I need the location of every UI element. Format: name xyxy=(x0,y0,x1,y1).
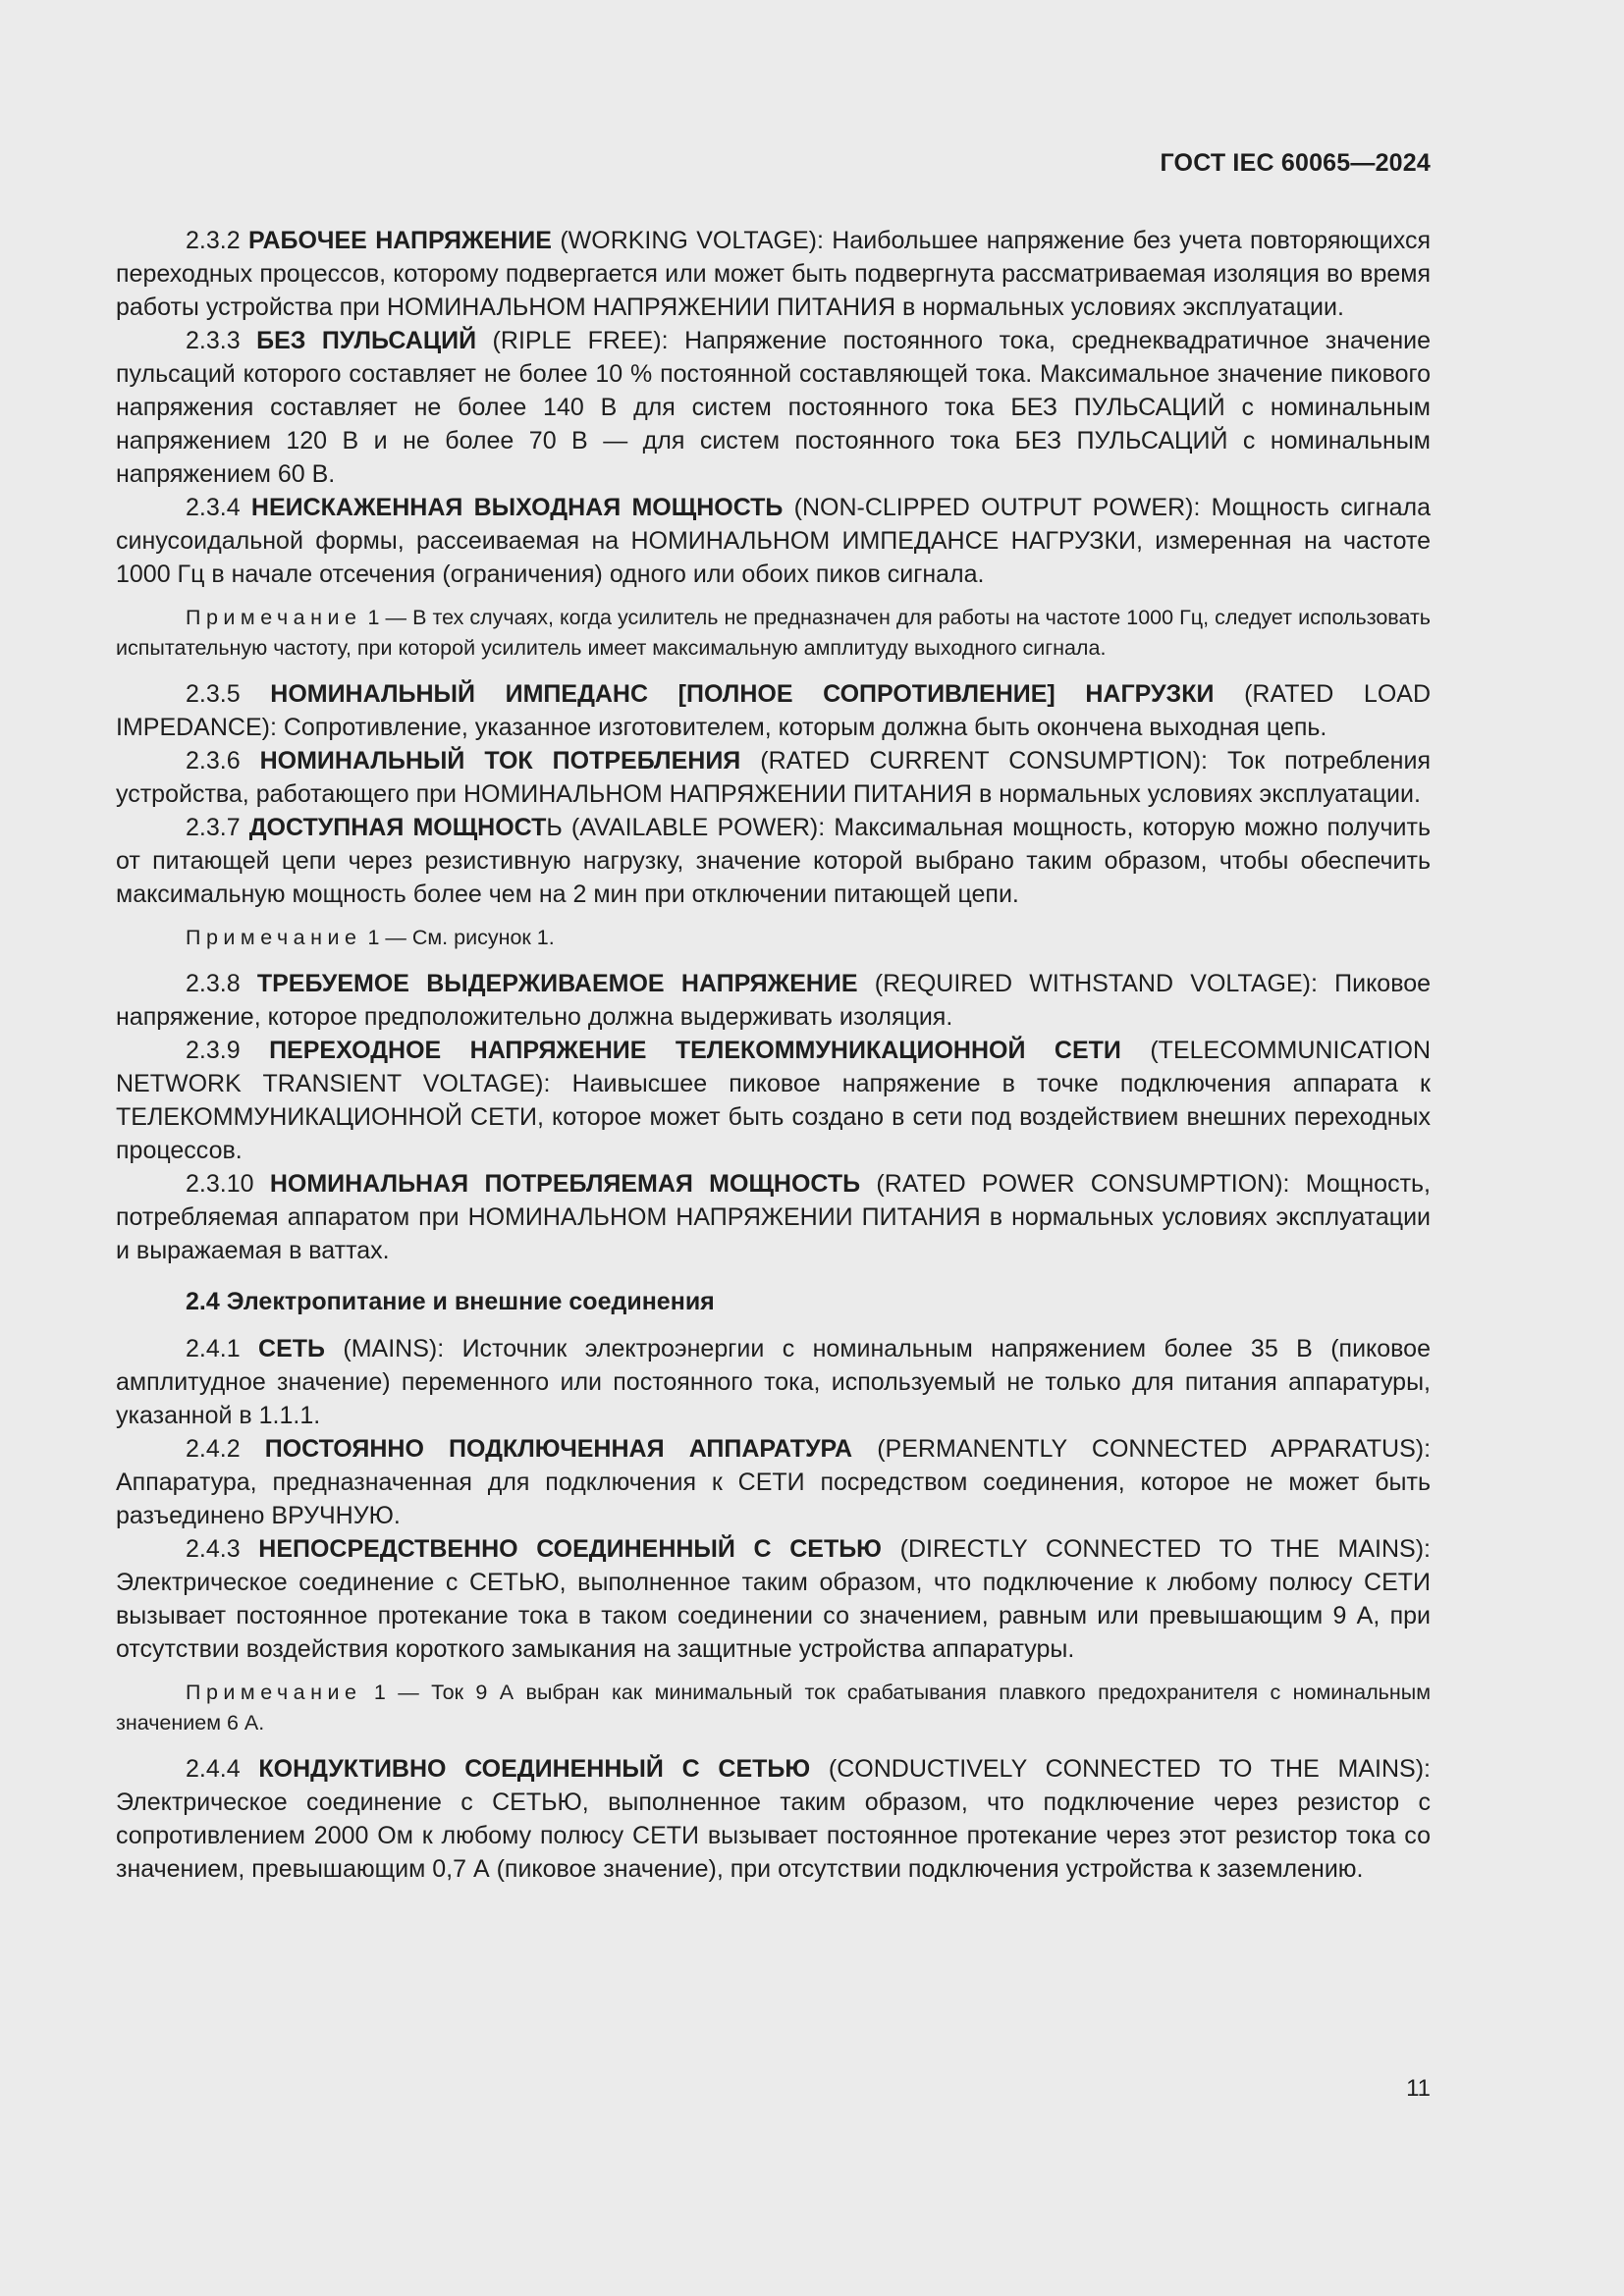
term: ПОСТОЯННО ПОДКЛЮЧЕННАЯ АППАРАТУРА xyxy=(264,1435,853,1463)
note: Примечание 1 — В тех случаях, когда усилитель не предназначен для работы на частоте 1000 Гц, следует использовать испытательную частоту, при которой усилитель имеет максимальную амплитуду выходного сигнала. xyxy=(116,606,1431,660)
definition-paragraph: 2.3.5 НОМИНАЛЬНЫЙ ИМПЕДАНС [ПОЛНОЕ СОПРОТИВЛЕНИЕ] НАГРУЗКИ (RATED LOAD IMPEDANCE): Сопротивление, указанное изготовителем, которым должна быть окончена выходная цепь. xyxy=(116,680,1432,741)
definition-paragraph: 2.3.2 РАБОЧЕЕ НАПРЯЖЕНИЕ (WORKING VOLTAGE): Наибольшее напряжение без учета повторяющихся переходных процессов, которому подвергается или может быть подвергнута рассматриваемая изоляция во время работы устройства при НОМИНАЛЬНОМ НАПРЯЖЕНИИ ПИТАНИЯ в нормальных условиях эксплуатации. xyxy=(116,227,1431,321)
document-body xyxy=(116,224,1431,1886)
note: Примечание 1 — Ток 9 А выбран как минимальный ток срабатывания плавкого предохранителя с номинальным значением 6 А. xyxy=(116,1681,1431,1735)
definition-paragraph: 2.3.6 НОМИНАЛЬНЫЙ ТОК ПОТРЕБЛЕНИЯ (RATED CURRENT CONSUMPTION): Ток потребления устройства, работающего при НОМИНАЛЬНОМ НАПРЯЖЕНИИ ПИТАНИЯ в нормальных условиях эксплуатации. xyxy=(116,747,1431,808)
page-number: 11 xyxy=(1406,2075,1431,2102)
term: НОМИНАЛЬНЫЙ ИМПЕДАНС [ПОЛНОЕ СОПРОТИВЛЕНИЕ] НАГРУЗКИ xyxy=(270,680,1215,708)
document-code-header: ГОСТ IEC 60065—2024 xyxy=(1160,149,1431,177)
term: ТРЕБУЕМОЕ ВЫДЕРЖИВАЕМОЕ НАПРЯЖЕНИЕ xyxy=(256,970,858,997)
definition-paragraph: 2.3.4 НЕИСКАЖЕННАЯ ВЫХОДНАЯ МОЩНОСТЬ (NON-CLIPPED OUTPUT POWER): Мощность сигнала синусоидальной формы, рассеиваемая на НОМИНАЛЬНОМ ИМПЕДАНСЕ НАГРУЗКИ, измеренная на частоте 1000 Гц в начале отсечения (ограничения) одного или обоих пиков сигнала. xyxy=(116,494,1431,588)
definition-paragraph: 2.3.8 ТРЕБУЕМОЕ ВЫДЕРЖИВАЕМОЕ НАПРЯЖЕНИЕ (REQUIRED WITHSTAND VOLTAGE): Пиковое напряжение, которое предположительно должна выдерживать изоляция. xyxy=(116,970,1431,1031)
definition-paragraph: 2.4.4 КОНДУКТИВНО СОЕДИНЕННЫЙ С СЕТЬЮ (CONDUCTIVELY CONNECTED TO THE MAINS): Электрическое соединение с СЕТЬЮ, выполненное таким образом, что подключение через резистор с сопротивлением 2000 Ом к любому полюсу СЕТИ вызывает постоянное протекание через этот резистор тока со значением, превышающим 0,7 А (пиковое значение), при отсутствии подключения устройства к заземлению. xyxy=(116,1755,1431,1883)
definition-paragraph: 2.4.2 ПОСТОЯННО ПОДКЛЮЧЕННАЯ АППАРАТУРА (PERMANENTLY CONNECTED APPARATUS): Аппаратура, предназначенная для подключения к СЕТИ посредством соединения, которое не может быть разъединено ВРУЧНУЮ. xyxy=(116,1435,1432,1529)
term: НОМИНАЛЬНЫЙ ТОК ПОТРЕБЛЕНИЯ xyxy=(259,747,741,774)
term: РАБОЧЕЕ НАПРЯЖЕНИЕ xyxy=(247,227,552,254)
term: НОМИНАЛЬНАЯ ПОТРЕБЛЯЕМАЯ МОЩНОСТЬ xyxy=(269,1170,861,1198)
definition-paragraph: 2.3.10 НОМИНАЛЬНАЯ ПОТРЕБЛЯЕМАЯ МОЩНОСТЬ (RATED POWER CONSUMPTION): Мощность, потребляемая аппаратом при НОМИНАЛЬНОМ НАПРЯЖЕНИИ ПИТАНИЯ в нормальных условиях эксплуатации и выражаемая в ваттах. xyxy=(116,1170,1431,1264)
term: КОНДУКТИВНО СОЕДИНЕННЫЙ С СЕТЬЮ xyxy=(258,1755,811,1783)
term: БЕЗ ПУЛЬСАЦИЙ xyxy=(256,327,477,354)
note-label: Примечание xyxy=(186,926,362,949)
definition-paragraph: 2.4.1 СЕТЬ (MAINS): Источник электроэнергии с номинальным напряжением более 35 В (пиковое амплитудное значение) переменного или постоянного тока, используемый не только для питания аппаратуры, указанной в 1.1.1. xyxy=(116,1335,1431,1429)
term: НЕИСКАЖЕННАЯ ВЫХОДНАЯ МОЩНОСТЬ xyxy=(250,494,784,521)
definition-paragraph: 2.3.3 БЕЗ ПУЛЬСАЦИЙ (RIPLE FREE): Напряжение постоянного тока, среднеквадратичное значение пульсаций которого составляет не более 10 % постоянной составляющей тока. Максимальное значение пикового напряжения составляет не более 140 В для систем постоянного тока БЕЗ ПУЛЬСАЦИЙ с номинальным напряжением 120 В и не более 70 В — для систем постоянного тока БЕЗ ПУЛЬСАЦИЙ с номинальным напряжением 60 В. xyxy=(116,327,1431,488)
term: СЕТЬ xyxy=(258,1335,325,1362)
definition-paragraph: 2.4.3 НЕПОСРЕДСТВЕННО СОЕДИНЕННЫЙ С СЕТЬЮ (DIRECTLY CONNECTED TO THE MAINS): Электрическое соединение с СЕТЬЮ, выполненное таким образом, что подключение к любому полюсу СЕТИ вызывает постоянное протекание тока в таком соединении со значением, равным или превышающим 9 А, при отсутствии воздействия короткого замыкания на защитные устройства аппаратуры. xyxy=(116,1535,1431,1663)
definition-paragraph: 2.3.9 ПЕРЕХОДНОЕ НАПРЯЖЕНИЕ ТЕЛЕКОММУНИКАЦИОННОЙ СЕТИ (TELECOMMUNICATION NETWORK TRANSIENT VOLTAGE): Наивысшее пиковое напряжение в точке подключения аппарата к ТЕЛЕКОММУНИКАЦИОННОЙ СЕТИ, которое может быть создано в сети под воздействием внешних переходных процессов. xyxy=(116,1037,1431,1164)
note: Примечание 1 — См. рисунок 1. xyxy=(186,926,555,949)
note-label: Примечание xyxy=(186,606,362,629)
term: ПЕРЕХОДНОЕ НАПРЯЖЕНИЕ ТЕЛЕКОММУНИКАЦИОННОЙ СЕТИ xyxy=(269,1037,1121,1064)
term: НЕПОСРЕДСТВЕННО СОЕДИНЕННЫЙ С СЕТЬЮ xyxy=(258,1535,882,1563)
section-heading: 2.4 Электропитание и внешние соединения xyxy=(186,1288,715,1315)
definition-paragraph: 2.3.7 ДОСТУПНАЯ МОЩНОСТЬ (AVAILABLE POWER): Максимальная мощность, которую можно получить от питающей цепи через резистивную нагрузку, значение которой выбрано таким образом, чтобы обеспечить максимальную мощность более чем на 2 мин при отключении питающей цепи. xyxy=(116,814,1431,908)
term: ДОСТУПНАЯ МОЩНОСТ xyxy=(248,814,547,841)
note-label: Примечание xyxy=(186,1681,362,1704)
